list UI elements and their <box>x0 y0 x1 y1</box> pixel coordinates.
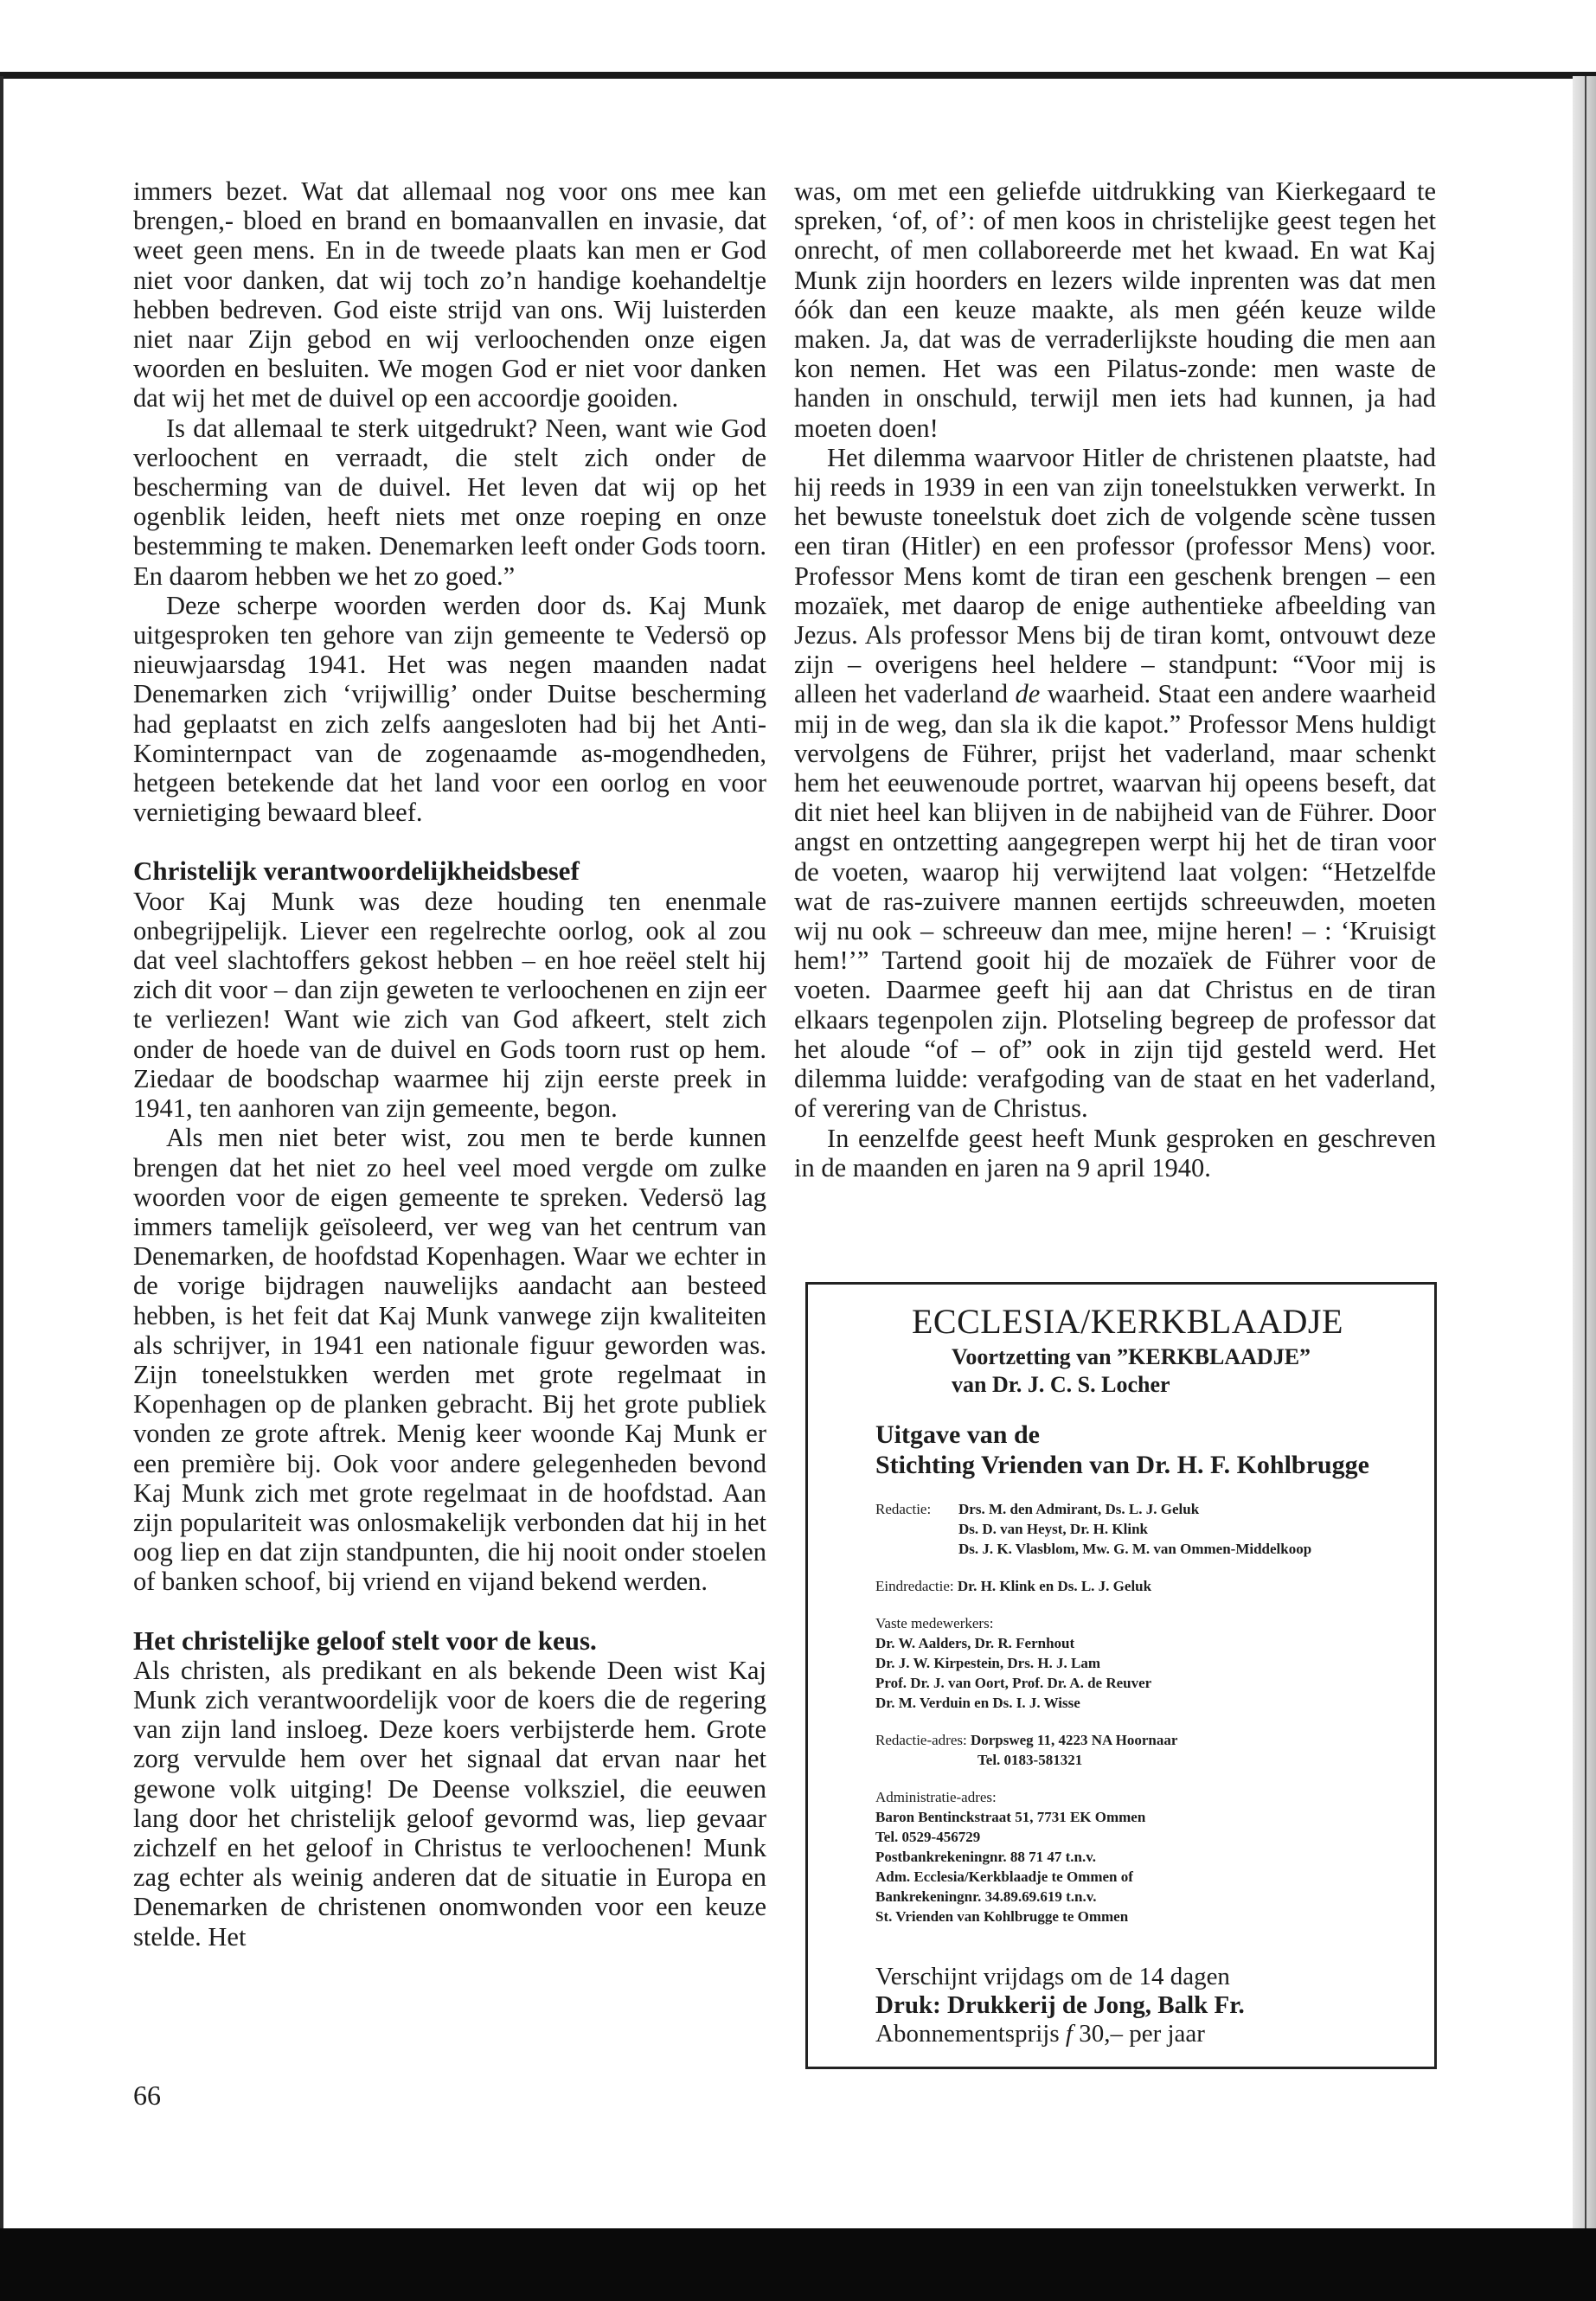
colophon-subtitle: van Dr. J. C. S. Locher <box>952 1372 1170 1397</box>
scan-bottom-margin <box>0 2228 1596 2301</box>
paragraph <box>794 443 1436 1124</box>
redactie-label: Redactie: <box>875 1501 932 1517</box>
paragraph: Deze scherpe woorden werden door ds. Kaj Munk uitgesproken ten gehore van zijn gemeente te Vedersö op nieuwjaarsdag 1941. Het was negen maanden nadat Denemarken zich ‘vrijwillig’ onder Duitse bescherming had geplaatst en zich zelfs aangesloten had bij het Anti-Kominternpact van de zogenaamde as-mogendheden, hetgeen betekende dat het land voor een oorlog en voor vernietiging bewaard bleef. <box>133 590 766 828</box>
paragraph: was, om met een geliefde uitdrukking van Kierkegaard te spreken, ‘of, of’: of men koos in christelijke geest tegen het onrecht, of men collaboreerde met het kwaad. En wat Kaj Munk zijn hoorders en lezers wilde inprenten was dat men óók dan een keuze maakte, als men géén keuze wilde maken. Ja, dat was de verraderlijkste houding die men aan kon nemen. Het was een Pilatus-zonde: men waste de handen in onschuld, terwijl men iets had kunnen, ja had moeten doen! <box>794 176 1436 443</box>
page-number: 66 <box>133 2080 161 2111</box>
right-column <box>794 176 1436 1183</box>
section-heading: Christelijk verantwoordelijkheidsbesef <box>133 856 580 887</box>
administratie-block <box>875 1787 1400 1926</box>
medewerker-line: Dr. M. Verduin en Ds. I. J. Wisse <box>875 1695 1080 1711</box>
redactie-block <box>875 1499 1400 1559</box>
printer-line: Druk: Drukkerij de Jong, Balk Fr. <box>875 1991 1245 2019</box>
admin-line: St. Vrienden van Kohlbrugge te Ommen <box>875 1908 1129 1925</box>
text-run: Abonnementsprijs <box>875 2020 1066 2048</box>
colophon-subtitle: Voortzetting van ”KERKBLAADJE” <box>952 1344 1311 1369</box>
florin-sign: f <box>1065 2020 1073 2048</box>
scan-left-edge <box>0 76 3 2228</box>
text-run: 30,– per jaar <box>1072 2020 1205 2048</box>
redactie-names <box>958 1499 1311 1559</box>
paragraph: Als christen, als predikant en als bekende Deen wist Kaj Munk zich verantwoordelijk voor de koers die de regering van zijn land insloeg. Deze koers verbijsterde hem. Grote zorg vervulde hem over het signaal dat ervan naar het gewone volk uitging! De Deense volksziel, die eeuwen lang door het christelijk geloof gevormd was, liep gevaar zichzelf en het geloof in Christus te verloochenen! Munk zag echter als weinig anderen dat de situatie in Europa en Denemarken de christenen onomwonden voor een keuze stelde. Het <box>133 1655 766 1952</box>
eindredactie-label: Eindredactie: <box>875 1578 954 1594</box>
paragraph: Voor Kaj Munk was deze houding ten enenmale onbegrijpelijk. Liever een regelrechte oorlog, ook al zou dat veel slachtoffers gekost hebben – en hoe reëel stelt hij zich dit voor – dan zijn geweten te verloochenen en zijn eer te verliezen! Want wie zich van God afkeert, stelt zich onder de hoede van de duivel en Gods toorn rust op hem. Ziedaar de boodschap waarmee hij zijn eerste preek in 1941, ten aanhoren van zijn gemeente, begon. <box>133 886 766 1124</box>
eindredactie-value: Dr. H. Klink en Ds. L. J. Geluk <box>957 1578 1152 1594</box>
paragraph: In eenzelfde geest heeft Munk gesproken en geschreven in de maanden en jaren na 9 april 1940. <box>794 1123 1436 1183</box>
medewerker-line: Dr. J. W. Kirpestein, Drs. H. J. Lam <box>875 1655 1101 1671</box>
redactieadres-value: Dorpsweg 11, 4223 NA Hoornaar <box>970 1732 1178 1748</box>
redactie-adres-block <box>875 1730 1400 1770</box>
publisher-line: Uitgave van de <box>875 1420 1040 1449</box>
text-run: waarheid. Staat een andere waarheid mij in de weg, dan sla ik die kapot.” Professor Mens huldigt vervolgens de Führer, prijst het vaderland, maar schenkt hem het eeuwenoude portret, waarvan hij opeens beseft, dat dit niet heel kan blijven in de nabijheid van de Führer. Door angst en ontzetting aangegrepen werpt hij het de tiran voor de voeten, waarop hij verwijtend laat volgen: “Hetzelfde wat de ras-zuivere mannen eertijds schreeuwden, moeten wij nu ook – schreeuw dan mee, mijne heren! – : ‘Kruisigt hem!’” Tartend gooit hij de mozaïek de Führer voor de voeten. Daarmee geeft hij aan dat Christus en de tiran elkaars tegenpolen zijn. Plotseling begreep de professor dat het aloude “of – of” ook in zijn tijd gesteld werd. Het dilemma luidde: verafgoding van de staat en het vaderland, of verering van de Christus. <box>794 679 1436 1124</box>
section-heading: Het christelijke geloof stelt voor de keus. <box>133 1625 597 1656</box>
admin-line: Bankrekeningnr. 34.89.69.619 t.n.v. <box>875 1888 1097 1905</box>
colophon-title: ECCLESIA/KERKBLAADJE <box>912 1302 1343 1341</box>
vaste-label: Vaste medewerkers: <box>875 1615 994 1631</box>
medewerker-line: Dr. W. Aalders, Dr. R. Fernhout <box>875 1635 1075 1651</box>
text-run: Het dilemma waarvoor Hitler de christenen plaatste, had hij reeds in 1939 in een van zijn toneelstukken verwerkt. In het bewuste toneelstuk doet zich de volgende scène tussen een tiran (Hitler) en een professor (professor Mens) voor. Professor Mens komt de tiran een geschenk brengen – een mozaïek, met daarop de enige authentieke afbeelding van Jezus. Als professor Mens bij de tiran komt, ontvouwt deze zijn – overigens heel heldere – standpunt: “Voor mij is alleen het vaderland <box>794 442 1436 709</box>
colophon-box <box>805 1282 1437 2069</box>
redactieadres-tel: Tel. 0183-581321 <box>977 1752 1083 1768</box>
publisher <box>875 1420 1400 1480</box>
admin-label: Administratie-adres: <box>875 1789 997 1805</box>
admin-line: Postbankrekeningnr. 88 71 47 t.n.v. <box>875 1849 1097 1865</box>
emphasis: de <box>1015 679 1041 709</box>
schedule-line: Verschijnt vrijdags om de 14 dagen <box>875 1963 1230 1990</box>
admin-line: Baron Bentinckstraat 51, 7731 EK Ommen <box>875 1809 1146 1825</box>
eindredactie-block <box>875 1576 1400 1596</box>
redactieadres-label: Redactie-adres: <box>875 1732 967 1748</box>
paragraph: Als men niet beter wist, zou men te berde kunnen brengen dat het niet zo heel veel moed vergde om zulke woorden voor de eigen gemeente te spreken. Vedersö lag immers tamelijk geïsoleerd, ver weg van het centrum van Denemarken, de hoofdstad Kopenhagen. Waar we echter in de vorige bijdragen nauwelijks aandacht aan besteed hebben, is het feit dat Kaj Munk vanwege zijn kwaliteiten als schrijver, in 1941 een nationale figuur geworden was. Zijn toneelstukken werden met grote regelmaat in Kopenhagen op de planken gebracht. Bij het grote publiek vonden ze grote aftrek. Menig keer woonde Kaj Munk er een première bij. Ook voor andere gelegenheden bevond Kaj Munk zich met grote regelmaat in de hoofdstad. Aan zijn populariteit was onlosmakelijk verbonden dat hij in het oog liep en dat zijn standpunten, die hij nooit onder stoelen of banken schoof, bij vriend en vijand bekend werden. <box>133 1123 766 1597</box>
paragraph: immers bezet. Wat dat allemaal nog voor ons mee kan brengen,- bloed en brand en bomaanvallen en invasie, dat weet geen mens. En in de tweede plaats kan men er God niet voor danken, dat wij toch zo’n handige koehandeltje hebben bedreven. God eiste strijd van ons. Wij luisterden niet naar Zijn gebod en wij verloochenden onze eigen woorden en besluiten. We mogen God er niet voor danken dat wij het met de duivel op een accoordje gooiden. <box>133 176 766 413</box>
vaste-medewerkers-block <box>875 1613 1400 1713</box>
redactie-line: Ds. D. van Heyst, Dr. H. Klink <box>958 1521 1148 1537</box>
publisher-line: Stichting Vrienden van Dr. H. F. Kohlbrugge <box>875 1451 1369 1479</box>
left-column <box>133 176 766 1952</box>
admin-line: Adm. Ecclesia/Kerkblaadje te Ommen of <box>875 1868 1133 1885</box>
medewerker-line: Prof. Dr. J. van Oort, Prof. Dr. A. de Reuver <box>875 1675 1152 1691</box>
redactie-line: Ds. J. K. Vlasblom, Mw. G. M. van Ommen-Middelkoop <box>958 1541 1312 1557</box>
paragraph: Is dat allemaal te sterk uitgedrukt? Neen, want wie God verloochent en verraadt, die stelt zich onder de bescherming van de duivel. Het leven dat wij op het ogenblik leiden, heeft niets met onze roeping en onze bestemming te maken. Denemarken leeft onder Gods toorn. En daarom hebben we het zo goed.” <box>133 413 766 591</box>
redactie-line: Drs. M. den Admirant, Ds. L. J. Geluk <box>958 1501 1200 1517</box>
scan-top-edge <box>0 72 1596 79</box>
colophon-footer <box>875 1963 1400 2048</box>
scan-top-margin <box>0 0 1596 76</box>
admin-line: Tel. 0529-456729 <box>875 1829 981 1845</box>
scan-right-edge-line <box>1585 76 1586 2228</box>
subscription-line <box>875 2020 1400 2048</box>
